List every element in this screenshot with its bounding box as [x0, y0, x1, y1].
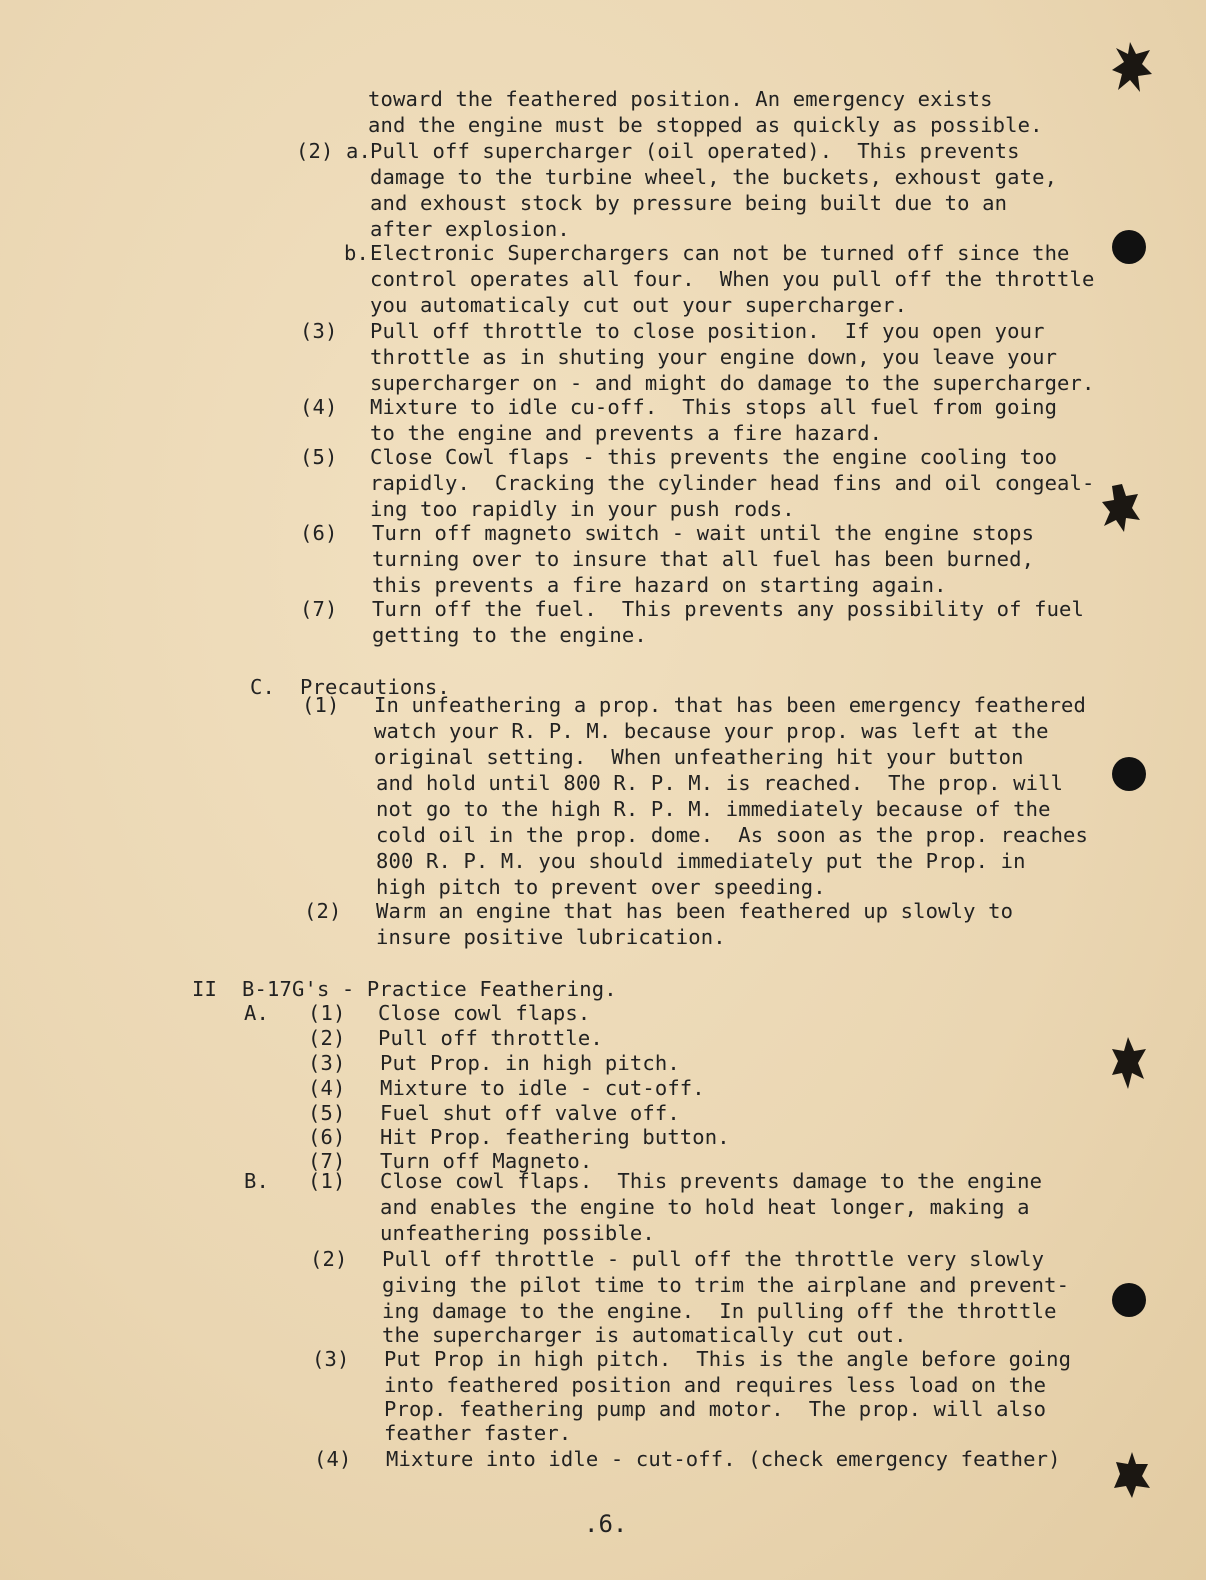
binder-hole-2 [1112, 757, 1146, 791]
step-marker-7: (7) [300, 597, 338, 621]
step-6-line-2: turning over to insure that all fuel has been burned, [372, 547, 1035, 571]
step-4-line-2: to the engine and prevents a fire hazard. [370, 421, 883, 445]
precaution-1-line-1: In unfeathering a prop. that has been emergency feathered [374, 693, 1087, 717]
part-a-marker-7: (7) [308, 1149, 346, 1173]
precaution-1-line-5: not go to the high R. P. M. immediately because of the [376, 797, 1051, 821]
step-5-line-1: Close Cowl flaps - this prevents the engine cooling too [370, 445, 1058, 469]
step-3-line-2: throttle as in shuting your engine down, you leave your [370, 345, 1058, 369]
ink-blot-1 [1110, 40, 1154, 96]
part-a-marker-5: (5) [308, 1101, 346, 1125]
precaution-marker-1: (1) [302, 693, 340, 717]
precaution-2-line-2: insure positive lubrication. [376, 925, 726, 949]
step-7-line-2: getting to the engine. [372, 623, 647, 647]
part-a-marker-2: (2) [308, 1026, 346, 1050]
step-3-line-1: Pull off throttle to close position. If you open your [370, 319, 1045, 343]
part-a-marker: A. [244, 1001, 269, 1025]
part-b-2-line-2: giving the pilot time to trim the airplane and prevent- [382, 1273, 1070, 1297]
part-a-item-1: Close cowl flaps. [378, 1001, 591, 1025]
part-a-marker-3: (3) [308, 1051, 346, 1075]
step-marker-2a: (2) a. [296, 139, 371, 163]
step-2a-line-2: damage to the turbine wheel, the buckets, exhoust gate, [370, 165, 1058, 189]
part-a-item-3: Put Prop. in high pitch. [380, 1051, 680, 1075]
step-2b-line-2: control operates all four. When you pull off the throttle [370, 267, 1095, 291]
section-2-heading: B-17G's - Practice Feathering. [242, 977, 617, 1001]
precaution-1-line-4: and hold until 800 R. P. M. is reached. The prop. will [376, 771, 1064, 795]
part-a-item-2: Pull off throttle. [378, 1026, 603, 1050]
part-b-3-line-4: feather faster. [384, 1421, 572, 1445]
precaution-1-line-2: watch your R. P. M. because your prop. was left at the [374, 719, 1049, 743]
part-b-marker-4: (4) [314, 1447, 352, 1471]
part-b-4-line-1: Mixture into idle - cut-off. (check emergency feather) [386, 1447, 1061, 1471]
ink-blot-4 [1112, 1450, 1152, 1500]
step-2b-line-1: Electronic Superchargers can not be turned off since the [370, 241, 1070, 265]
part-a-marker-6: (6) [308, 1125, 346, 1149]
part-b-3-line-1: Put Prop in high pitch. This is the angle before going [384, 1347, 1072, 1371]
part-b-marker-1: (1) [308, 1169, 346, 1193]
intro-line-1: toward the feathered position. An emergency exists [368, 87, 993, 111]
precaution-2-line-1: Warm an engine that has been feathered up slowly to [376, 899, 1014, 923]
step-5-line-2: rapidly. Cracking the cylinder head fins and oil congeal- [370, 471, 1095, 495]
step-5-line-3: ing too rapidly in your push rods. [370, 497, 795, 521]
step-marker-5: (5) [300, 445, 338, 469]
step-marker-4: (4) [300, 395, 338, 419]
step-marker-6: (6) [300, 521, 338, 545]
part-b-3-line-2: into feathered position and requires less load on the [384, 1373, 1047, 1397]
section-c-marker: C. [250, 675, 275, 699]
precaution-marker-2: (2) [304, 899, 342, 923]
ink-blot-3 [1110, 1035, 1148, 1091]
precaution-1-line-7: 800 R. P. M. you should immediately put the Prop. in [376, 849, 1026, 873]
part-a-marker-1: (1) [308, 1001, 346, 1025]
part-b-2-line-1: Pull off throttle - pull off the throttle very slowly [382, 1247, 1045, 1271]
step-7-line-1: Turn off the fuel. This prevents any possibility of fuel [372, 597, 1085, 621]
step-2b-line-3: you automaticaly cut out your supercharger. [370, 293, 908, 317]
binder-hole-1 [1112, 230, 1146, 264]
part-a-item-6: Hit Prop. feathering button. [380, 1125, 730, 1149]
part-b-2-line-4: the supercharger is automatically cut out. [382, 1323, 907, 1347]
part-b-1-line-3: unfeathering possible. [380, 1221, 655, 1245]
part-b-1-line-2: and enables the engine to hold heat longer, making a [380, 1195, 1030, 1219]
part-b-3-line-3: Prop. feathering pump and motor. The prop. will also [384, 1397, 1047, 1421]
step-3-line-3: supercharger on - and might do damage to the supercharger. [370, 371, 1095, 395]
part-b-marker-3: (3) [312, 1347, 350, 1371]
step-4-line-1: Mixture to idle cu-off. This stops all fuel from going [370, 395, 1058, 419]
part-b-marker: B. [244, 1169, 269, 1193]
section-c-heading: Precautions. [300, 675, 450, 699]
step-6-line-1: Turn off magneto switch - wait until the engine stops [372, 521, 1035, 545]
step-2a-line-4: after explosion. [370, 217, 570, 241]
part-a-marker-4: (4) [308, 1076, 346, 1100]
part-a-item-5: Fuel shut off valve off. [380, 1101, 680, 1125]
part-a-item-7: Turn off Magneto. [380, 1149, 593, 1173]
step-6-line-3: this prevents a fire hazard on starting again. [372, 573, 947, 597]
step-marker-2b: b. [344, 241, 369, 265]
binder-hole-3 [1112, 1283, 1146, 1317]
part-b-1-line-1: Close cowl flaps. This prevents damage to the engine [380, 1169, 1043, 1193]
part-b-marker-2: (2) [310, 1247, 348, 1271]
section-2-numeral: II [192, 977, 217, 1001]
part-b-2-line-3: ing damage to the engine. In pulling off the throttle [382, 1299, 1057, 1323]
precaution-1-line-8: high pitch to prevent over speeding. [376, 875, 826, 899]
page-number: .6. [584, 1510, 628, 1538]
ink-blot-2 [1100, 482, 1142, 534]
intro-line-2: and the engine must be stopped as quickly as possible. [368, 113, 1043, 137]
step-2a-line-1: Pull off supercharger (oil operated). This prevents [370, 139, 1020, 163]
step-2a-line-3: and exhoust stock by pressure being built due to an [370, 191, 1008, 215]
precaution-1-line-6: cold oil in the prop. dome. As soon as the prop. reaches [376, 823, 1089, 847]
step-marker-3: (3) [300, 319, 338, 343]
precaution-1-line-3: original setting. When unfeathering hit your button [374, 745, 1024, 769]
part-a-item-4: Mixture to idle - cut-off. [380, 1076, 705, 1100]
